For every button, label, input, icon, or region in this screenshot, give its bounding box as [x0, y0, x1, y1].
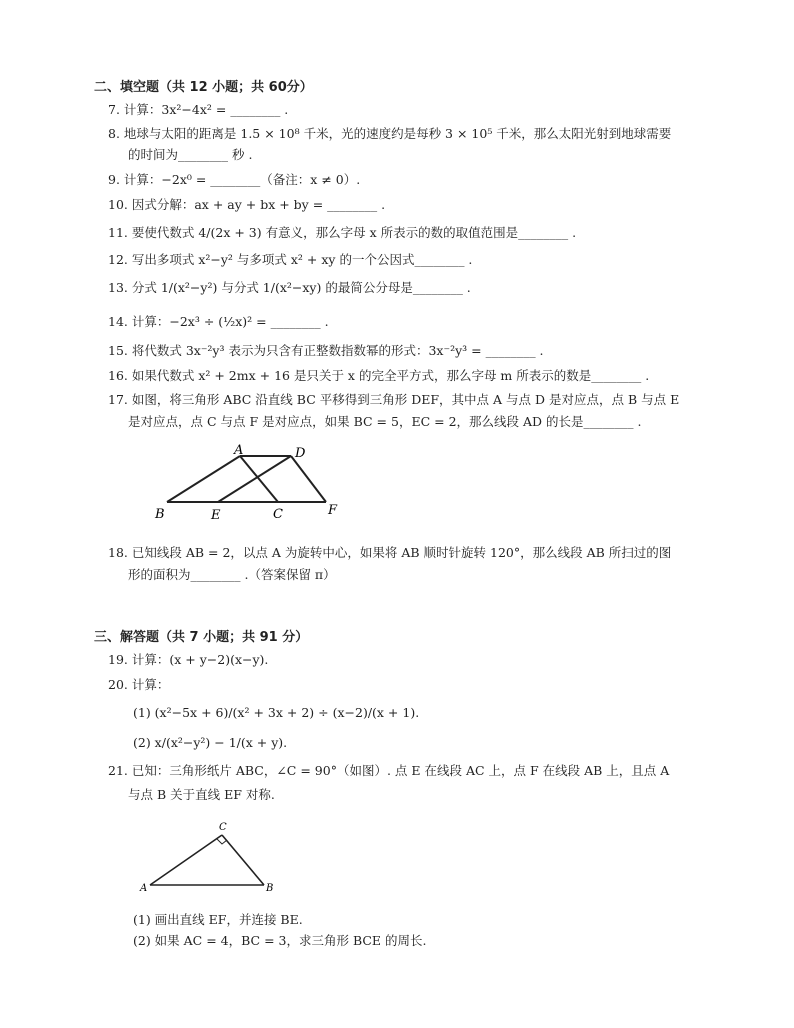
- label-e: E: [211, 508, 221, 523]
- question-21-part1: (1) 画出直线 EF，并连接 BE.: [133, 912, 303, 927]
- question-17-line1: 17. 如图，将三角形 ABC 沿直线 BC 平移得到三角形 DEF，其中点 A 与点 D 是对应点，点 B 与点 E: [108, 392, 680, 407]
- label-a: A: [234, 443, 244, 458]
- question-20-part1: (1) (x²−5x + 6)/(x² + 3x + 2) ÷ (x−2)/(x + 1).: [133, 705, 420, 720]
- question-13: 13. 分式 1/(x²−y²) 与分式 1/(x²−xy) 的最简公分母是________ .: [108, 280, 471, 295]
- question-20-part2: (2) x/(x²−y²) − 1/(x + y).: [133, 735, 288, 750]
- question-21-part2: (2) 如果 AC = 4，BC = 3，求三角形 BCE 的周长.: [133, 933, 427, 948]
- label-c: C: [219, 822, 227, 833]
- label-c: C: [273, 507, 283, 522]
- figure-17-translation: [150, 440, 360, 525]
- label-b: B: [266, 883, 274, 894]
- label-a: A: [140, 883, 148, 894]
- question-9: 9. 计算：−2x⁰ = ________（备注：x ≠ 0）.: [108, 172, 361, 187]
- question-7: 7. 计算：3x²−4x² = ________ .: [108, 102, 289, 117]
- question-21-line1: 21. 已知：三角形纸片 ABC，∠C = 90°（如图）. 点 E 在线段 AC 上，点 F 在线段 AB 上，且点 A: [108, 763, 670, 778]
- question-20-title: 20. 计算：: [108, 677, 170, 692]
- label-d: D: [295, 446, 306, 461]
- question-18-line1: 18. 已知线段 AB = 2，以点 A 为旋转中心，如果将 AB 顺时针旋转 120°，那么线段 AB 所扫过的图: [108, 545, 672, 560]
- question-8-line2: 的时间为________ 秒 .: [128, 147, 253, 162]
- section-3-title: 三、解答题（共 7 小题；共 91 分）: [94, 630, 309, 645]
- label-f: F: [328, 503, 338, 518]
- segment-cb: [222, 835, 264, 885]
- section-2-title: 二、填空题（共 12 小题；共 60分）: [94, 80, 313, 95]
- question-17-line2: 是对应点，点 C 与点 F 是对应点，如果 BC = 5，EC = 2，那么线段 AD 的长是________ .: [128, 414, 642, 429]
- question-8-line1: 8. 地球与太阳的距离是 1.5 × 10⁸ 千米，光的速度约是每秒 3 × 10⁵ 千米，那么太阳光射到地球需要: [108, 126, 672, 141]
- question-12: 12. 写出多项式 x²−y² 与多项式 x² + xy 的一个公因式________ .: [108, 252, 473, 267]
- question-15: 15. 将代数式 3x⁻²y³ 表示为只含有正整数指数幂的形式：3x⁻²y³ = ________ .: [108, 343, 544, 358]
- question-18-line2: 形的面积为________ .（答案保留 π）: [128, 567, 336, 582]
- segment-df: [291, 456, 326, 502]
- question-16: 16. 如果代数式 x² + 2mx + 16 是只关于 x 的完全平方式，那么字母 m 所表示的数是________ .: [108, 368, 650, 383]
- segment-ac: [150, 835, 222, 885]
- question-19: 19. 计算：(x + y−2)(x−y).: [108, 652, 269, 667]
- question-14: 14. 计算：−2x³ ÷ (½x)² = ________ .: [108, 314, 329, 329]
- segment-ac: [240, 456, 278, 502]
- question-21-line2: 与点 B 关于直线 EF 对称.: [128, 787, 275, 802]
- question-11: 11. 要使代数式 4/(2x + 3) 有意义，那么字母 x 所表示的数的取值范围是________ .: [108, 225, 577, 240]
- question-10: 10. 因式分解：ax + ay + bx + by = ________ .: [108, 197, 386, 212]
- figure-21-right-triangle: [138, 815, 288, 900]
- label-b: B: [155, 507, 165, 522]
